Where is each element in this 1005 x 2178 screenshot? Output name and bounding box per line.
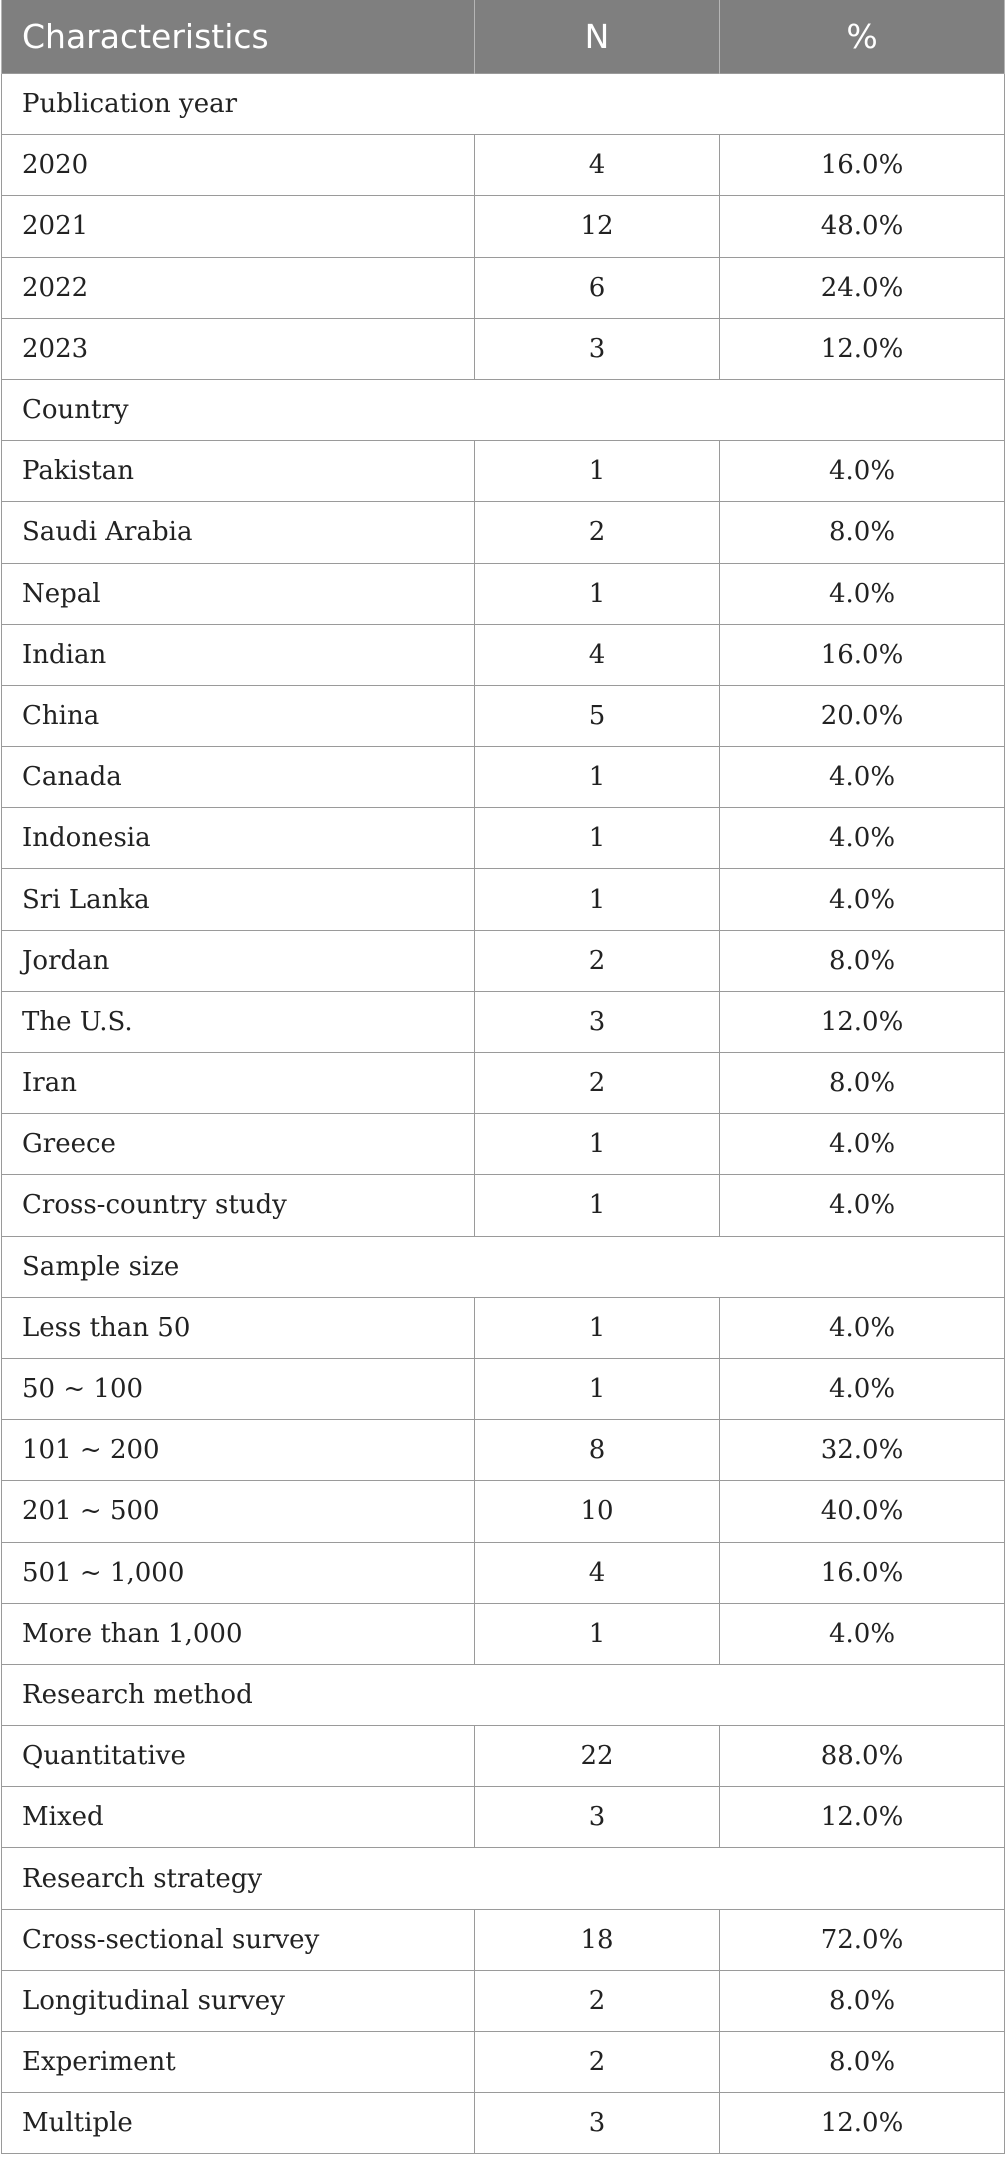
row-label: The U.S. [2,991,475,1052]
table-row [2,257,1005,318]
table-row [2,1114,1005,1175]
row-percent: 8.0% [720,2032,1005,2093]
row-label: Experiment [2,2032,475,2093]
row-label: More than 1,000 [2,1603,475,1664]
table-row [2,502,1005,563]
table-row [2,1358,1005,1419]
row-percent: 8.0% [720,930,1005,991]
row-label: Greece [2,1114,475,1175]
table-row [2,1909,1005,1970]
row-label: Less than 50 [2,1297,475,1358]
table-row [2,869,1005,930]
section-row [2,1664,1005,1725]
row-label: Cross-country study [2,1175,475,1236]
row-count: 4 [475,135,720,196]
row-percent: 4.0% [720,747,1005,808]
row-count: 2 [475,1053,720,1114]
row-count: 8 [475,1420,720,1481]
section-row [2,1236,1005,1297]
table-row [2,808,1005,869]
table-row [2,1726,1005,1787]
table-row [2,685,1005,746]
row-percent: 4.0% [720,1603,1005,1664]
row-label: Iran [2,1053,475,1114]
row-count: 2 [475,502,720,563]
row-percent: 40.0% [720,1481,1005,1542]
row-percent: 12.0% [720,318,1005,379]
row-count: 4 [475,624,720,685]
row-label: China [2,685,475,746]
table-row [2,1542,1005,1603]
row-count: 10 [475,1481,720,1542]
row-count: 12 [475,196,720,257]
row-percent: 4.0% [720,869,1005,930]
row-label: Sri Lanka [2,869,475,930]
table-row [2,2093,1005,2154]
row-percent: 4.0% [720,1297,1005,1358]
table-row [2,1297,1005,1358]
section-title: Country [2,379,1005,440]
table-row [2,624,1005,685]
row-label: 2021 [2,196,475,257]
table-row [2,1970,1005,2031]
table-row [2,747,1005,808]
row-percent: 12.0% [720,991,1005,1052]
table-row [2,1787,1005,1848]
row-count: 6 [475,257,720,318]
row-count: 2 [475,930,720,991]
row-count: 1 [475,1358,720,1419]
row-percent: 32.0% [720,1420,1005,1481]
row-count: 3 [475,1787,720,1848]
row-count: 5 [475,685,720,746]
row-label: Saudi Arabia [2,502,475,563]
row-label: Cross-sectional survey [2,1909,475,1970]
row-count: 2 [475,2032,720,2093]
section-row [2,1848,1005,1909]
table-row [2,991,1005,1052]
section-title: Research method [2,1664,1005,1725]
row-percent: 4.0% [720,563,1005,624]
table-row [2,441,1005,502]
section-row [2,379,1005,440]
header-n: N [475,0,720,74]
row-percent: 12.0% [720,1787,1005,1848]
header-percent: % [720,0,1005,74]
row-label: 50 ~ 100 [2,1358,475,1419]
row-count: 4 [475,1542,720,1603]
row-label: Pakistan [2,441,475,502]
row-percent: 4.0% [720,441,1005,502]
row-percent: 4.0% [720,808,1005,869]
row-label: Indian [2,624,475,685]
row-label: Longitudinal survey [2,1970,475,2031]
row-count: 3 [475,991,720,1052]
row-count: 1 [475,808,720,869]
row-count: 3 [475,2093,720,2154]
table-row [2,1603,1005,1664]
row-label: 101 ~ 200 [2,1420,475,1481]
row-count: 18 [475,1909,720,1970]
row-percent: 88.0% [720,1726,1005,1787]
table-row [2,318,1005,379]
row-percent: 20.0% [720,685,1005,746]
row-percent: 16.0% [720,624,1005,685]
row-percent: 4.0% [720,1114,1005,1175]
table-row [2,1175,1005,1236]
row-label: 2020 [2,135,475,196]
row-label: 501 ~ 1,000 [2,1542,475,1603]
table-row [2,1053,1005,1114]
table-row [2,930,1005,991]
table-row [2,2032,1005,2093]
row-percent: 8.0% [720,1970,1005,2031]
row-label: Quantitative [2,1726,475,1787]
row-count: 1 [475,1114,720,1175]
table-row [2,1420,1005,1481]
row-percent: 12.0% [720,2093,1005,2154]
row-percent: 16.0% [720,135,1005,196]
row-label: Mixed [2,1787,475,1848]
row-label: Nepal [2,563,475,624]
row-count: 1 [475,869,720,930]
table-body [2,74,1005,2154]
row-percent: 72.0% [720,1909,1005,1970]
section-title: Research strategy [2,1848,1005,1909]
table-row [2,563,1005,624]
table-header [2,0,1005,74]
row-label: Indonesia [2,808,475,869]
table-row [2,1481,1005,1542]
row-percent: 4.0% [720,1175,1005,1236]
row-count: 1 [475,1175,720,1236]
row-label: Canada [2,747,475,808]
row-count: 1 [475,1297,720,1358]
row-count: 2 [475,1970,720,2031]
row-count: 22 [475,1726,720,1787]
row-label: 2022 [2,257,475,318]
header-row [2,0,1005,74]
row-percent: 4.0% [720,1358,1005,1419]
section-row [2,74,1005,135]
row-label: Jordan [2,930,475,991]
row-count: 1 [475,563,720,624]
characteristics-table [1,0,1005,2154]
row-label: Multiple [2,2093,475,2154]
row-percent: 8.0% [720,502,1005,563]
row-count: 1 [475,441,720,502]
row-label: 201 ~ 500 [2,1481,475,1542]
row-percent: 8.0% [720,1053,1005,1114]
row-percent: 48.0% [720,196,1005,257]
row-percent: 16.0% [720,1542,1005,1603]
section-title: Publication year [2,74,1005,135]
row-count: 3 [475,318,720,379]
row-percent: 24.0% [720,257,1005,318]
table-row [2,135,1005,196]
section-title: Sample size [2,1236,1005,1297]
header-characteristics: Characteristics [2,0,475,74]
table-row [2,196,1005,257]
row-count: 1 [475,747,720,808]
row-label: 2023 [2,318,475,379]
row-count: 1 [475,1603,720,1664]
